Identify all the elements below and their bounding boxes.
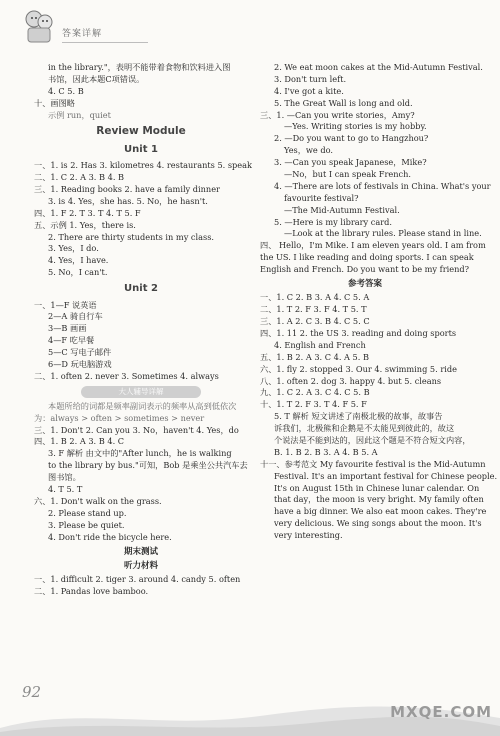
unit1-line: 3. is 4. Yes，she has. 5. No，he hasn't. <box>48 195 208 206</box>
passage-line: English and French. Do you want to be my friend? <box>260 264 469 275</box>
unit1-line: 5. No，I can't. <box>48 267 108 278</box>
watermark-logo: MXQE.COM <box>390 703 492 721</box>
essay-line: that day，the moon is very bright. My family often <box>274 494 484 505</box>
unit1-line: 二、1. C 2. A 3. B 4. B <box>34 172 125 183</box>
unit1-line: 一、1. is 2. Has 3. kilometres 4. restaurants 5. speak <box>34 160 252 171</box>
ten-explain-line: 诉我们，北极熊和企鹅是不太能见到彼此的，故这 <box>274 423 455 434</box>
intro-line: in the library."，表明不能带着食物和饮料进入图 <box>48 62 231 72</box>
explain2-line: to the library by bus."可知，Bob 是乘坐公共汽车去 <box>48 460 248 471</box>
right-column <box>260 62 498 542</box>
passage-line: the US. I like reading and doing sports. I can speak <box>260 252 474 263</box>
match-line: 6—D 玩电脑游戏 <box>48 359 112 370</box>
answer-line: 五、1. B 2. A 3. C 4. A 5. B <box>260 351 369 362</box>
unit2-six-line: 3. Please be quiet. <box>48 519 125 530</box>
ten-explain-line: B. 1. B 2. B 3. A 4. B 5. A <box>274 446 378 457</box>
dialog-line: 5. —Here is my library card. <box>274 216 393 227</box>
dialog-line: Yes，we do. <box>284 145 334 156</box>
unit1-line: 三、1. Reading books 2. have a family dinner <box>34 183 220 194</box>
answer-line: 八、1. often 2. dog 3. happy 4. but 5. cleans <box>260 375 442 386</box>
ten-explain-line: 5. T 解析 短文讲述了南极北极的故事，故事告 <box>274 411 443 422</box>
answer-line: 十、1. T 2. F 3. T 4. F 5. F <box>260 399 367 410</box>
right-top-line: 5. The Great Wall is long and old. <box>274 97 413 108</box>
match-line: 5—C 写电子邮件 <box>48 347 112 358</box>
explain-line: 本题所给的词都是频率副词表示的频率从高到低依次 <box>48 400 237 411</box>
dialog-line: —The Mid-Autumn Festival. <box>284 204 400 215</box>
ten-explain-line: 个说法是不能到达的，因此这个题是不符合短文内容， <box>274 435 471 446</box>
final-line: 一、1. difficult 2. tiger 3. around 4. candy 5. often <box>34 574 241 585</box>
answer-line: 二、1. T 2. F 3. F 4. T 5. T <box>260 304 367 315</box>
explain2-line: 4. T 5. T <box>48 484 83 495</box>
review-module-title: Review Module <box>96 125 186 138</box>
dialog-line: 2. —Do you want to go to Hangzhou? <box>274 133 429 144</box>
right-top-line: 4. I've got a kite. <box>274 85 344 96</box>
answer-line: 4. English and French <box>274 339 366 350</box>
dialog-line: —No，but I can speak French. <box>284 169 411 180</box>
unit2-six-line: 4. Don't ride the bicycle here. <box>48 531 172 542</box>
essay-line: have a big dinner. We also eat moon cakes. They're <box>274 506 487 517</box>
dialog-line: 4. —There are lots of festivals in China. What's your <box>274 180 491 191</box>
page-number: 92 <box>22 683 42 701</box>
intro-line: 4. C 5. B <box>48 85 84 96</box>
answer-line: 四、1. 11 2. the US 3. reading and doing sports <box>260 328 457 339</box>
dialog-line: 3. —Can you speak Japanese，Mike? <box>274 157 427 168</box>
match-line: 3—B 画画 <box>48 323 87 334</box>
unit1-line: 五、示例 1. Yes，there is. <box>34 219 136 230</box>
final-test-title: 期末测试 <box>123 546 158 557</box>
left-column <box>34 62 252 598</box>
unit2-four-line: 四、1. B 2. A 3. B 4. C <box>34 436 125 447</box>
unit2-title: Unit 2 <box>124 283 158 295</box>
answer-line: 六、1. fly 2. stopped 3. Our 4. swimming 5. ride <box>260 363 457 374</box>
essay-line: Festival. It's an important festival for Chinese people. <box>274 470 498 481</box>
unit1-line: 四、1. F 2. T 3. T 4. T 5. F <box>34 207 141 218</box>
answer-line: 九、1. C 2. A 3. C 4. C 5. B <box>260 387 370 398</box>
page-header <box>22 6 152 46</box>
header-title: 答案详解 <box>62 29 103 39</box>
dialog-line: —Look at the library rules. Please stand in line. <box>284 228 482 239</box>
cartoon-kids-logo-icon <box>22 6 56 46</box>
explain2-line: 图书馆。 <box>48 472 81 483</box>
unit1-line: 2. There are thirty students in my class. <box>48 231 215 242</box>
right-top-line: 3. Don't turn left. <box>274 73 347 84</box>
match-line: 2—A 骑自行车 <box>48 311 103 322</box>
essay-line: 十一、参考范文 My favourite festival is the Mid-Autumn <box>260 458 486 469</box>
match-line: 4—F 吃早餐 <box>48 335 95 346</box>
dialog-line: 三、1. —Can you write stories，Amy? <box>260 109 415 120</box>
dialog-line: —Yes. Writing stories is my hobby. <box>284 121 427 132</box>
unit1-line: 4. Yes，I have. <box>48 255 109 266</box>
essay-line: very delicious. We sing songs about the moon. It's <box>274 518 482 529</box>
tutor-banner: 大人辅导详解 <box>81 386 201 398</box>
listening-material-title: 听力材料 <box>123 560 158 571</box>
answers-title: 参考答案 <box>347 279 382 290</box>
essay-line: very interesting. <box>274 530 343 541</box>
section-ten-label: 十、画图略 <box>34 97 75 108</box>
explain2-line: 3. F 解析 由文中的"After lunch，he is walking <box>48 448 232 459</box>
answer-line: 三、1. A 2. C 3. B 4. C 5. C <box>260 316 370 327</box>
right-top-line: 2. We eat moon cakes at the Mid-Autumn Festival. <box>274 62 483 72</box>
unit2-six-line: 六、1. Don't walk on the grass. <box>34 495 162 506</box>
essay-line: It's on August 15th in Chinese lunar calendar. On <box>274 482 480 493</box>
unit2-six-line: 2. Please stand up. <box>48 507 127 518</box>
dialog-line: favourite festival? <box>284 192 359 203</box>
example-line: 示例 run，quiet <box>48 109 111 120</box>
final-line: 二、1. Pandas love bamboo. <box>34 586 149 597</box>
answer-line: 一、1. C 2. B 3. A 4. C 5. A <box>260 292 370 303</box>
match-line: 一、1—F 说英语 <box>34 299 97 310</box>
unit1-title: Unit 1 <box>124 143 158 155</box>
unit1-line: 3. Yes，I do. <box>48 243 99 254</box>
intro-line: 书馆，因此本题C项错误。 <box>48 73 145 84</box>
explain-line: 为：always > often > sometimes > never <box>34 412 205 423</box>
header-rule <box>62 42 148 43</box>
passage-line: 四、 Hello，I'm Mike. I am eleven years old. I am from <box>260 240 486 251</box>
unit2-two-line: 二、1. often 2. never 3. Sometimes 4. always <box>34 370 219 381</box>
unit2-three-line: 三、1. Don't 2. Can you 3. No，haven't 4. Yes，do <box>34 424 239 435</box>
